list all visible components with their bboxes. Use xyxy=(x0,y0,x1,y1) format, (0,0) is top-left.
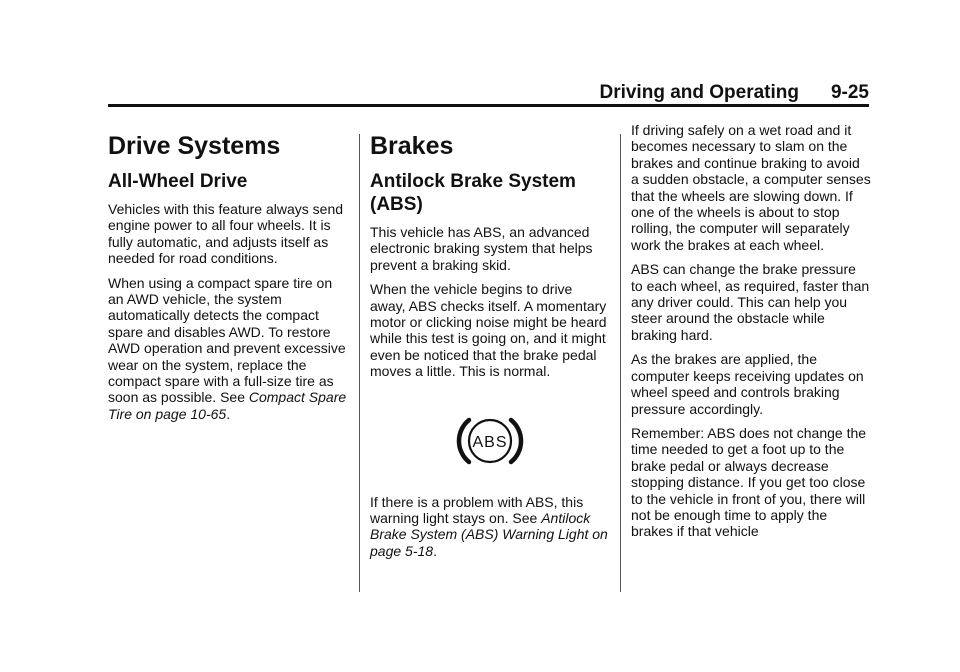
paragraph: Vehicles with this feature always send engine power to all four wheels. It is fully automatic, and adjusts itself as needed for road conditions. xyxy=(108,201,344,267)
section-heading: Drive Systems xyxy=(108,132,281,160)
paragraph: When the vehicle begins to drive away, ABS checks itself. A momentary motor or clicking noise might be heard while this test is going on, and it might even be noticed that the brake pedal moves a little. This is normal. xyxy=(370,281,607,380)
paragraph: As the brakes are applied, the computer keeps receiving updates on wheel speed and controls braking pressure accordingly. xyxy=(631,351,864,417)
paragraph-text: . xyxy=(226,405,231,422)
abs-warning-light-icon xyxy=(454,413,526,469)
header-page-number: 9-25 xyxy=(830,82,869,103)
paragraph-text: . xyxy=(433,542,437,559)
paragraph xyxy=(108,275,348,423)
paragraph: This vehicle has ABS, an advanced electronic braking system that helps prevent a braking skid. xyxy=(370,224,593,273)
subsection-heading: All-Wheel Drive xyxy=(108,171,248,192)
paragraph: If driving safely on a wet road and it becomes necessary to slam on the brakes and continue braking to avoid a sudden obstacle, a computer senses that the wheels are slowing down. If one of the wheels is about to stop rolling, the computer will separately work the brakes at each wheel. xyxy=(631,122,871,253)
abs-warning-symbol xyxy=(370,388,610,494)
header-section-title: Driving and Operating xyxy=(599,82,799,103)
cross-reference-link[interactable]: Compact Spare Tire on page 10-65 xyxy=(108,389,347,422)
cross-reference-link[interactable]: Antilock Brake System (ABS) Warning Light on page 5-18 xyxy=(370,510,608,559)
subsection-heading: Antilock Brake System (ABS) xyxy=(370,171,576,215)
page-header xyxy=(108,78,869,107)
paragraph-text: When using a compact spare tire on an AWD vehicle, the system automatically detects the compact spare and disables AWD. To restore AWD operation and prevent excessive wear on the system, replace the compact spare with a full-size tire as soon as possible. See xyxy=(108,274,346,406)
paragraph: Remember: ABS does not change the time needed to get a foot up to the brake pedal or always decrease stopping distance. If you get too close to the vehicle in front of you, there will not be enough time to apply the brakes if that vehicle xyxy=(631,424,867,540)
column-3 xyxy=(631,122,871,548)
section-heading: Brakes xyxy=(370,132,454,160)
paragraph: ABS can change the brake pressure to each wheel, as required, faster than any driver could. This can help you steer around the obstacle while braking hard. xyxy=(631,261,870,343)
paragraph xyxy=(370,494,610,560)
column-divider xyxy=(620,134,621,592)
abs-symbol-text: ABS xyxy=(472,433,508,451)
column-1 xyxy=(108,122,348,430)
column-2 xyxy=(370,122,610,567)
column-divider xyxy=(359,134,360,592)
paragraph-text: If there is a problem with ABS, this warning light stays on. See xyxy=(370,493,584,527)
